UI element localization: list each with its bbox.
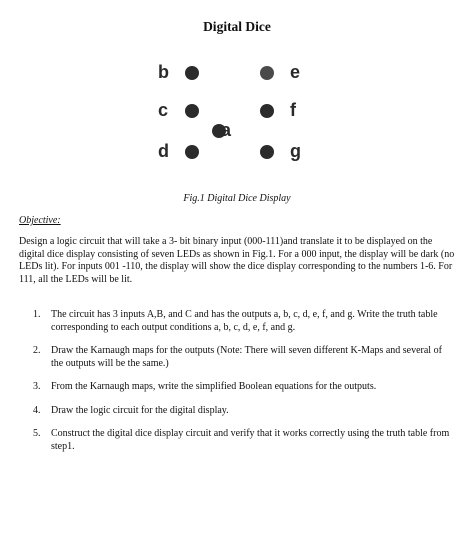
objective-paragraph: Design a logic circuit that will take a 3- bit binary input (000-111)and translate it to be displayed on the digital dice display consisting of seven LEDs as shown in Fig.1. For a 000 input, the display will be dark (no LEDs lit). For inputs 001 -110, the display will show the dice display corresponding to the numbers 1-6. For 111, all the LEDs will be lit. — [19, 236, 455, 285]
led-d — [185, 145, 199, 159]
led-label-d: d — [158, 141, 169, 161]
list-item — [0, 405, 474, 418]
objective-heading: Objective: — [19, 215, 61, 226]
figure-caption: Fig.1 Digital Dice Display — [183, 193, 291, 204]
led-label-b: b — [158, 62, 169, 82]
dice-display-figure — [150, 58, 320, 168]
list-item-text: Construct the digital dice display circuit and verify that it works correctly using the truth table from step1. — [51, 428, 450, 452]
steps-list — [0, 309, 474, 464]
list-item-number: 4. — [33, 404, 41, 416]
list-item-number: 2. — [33, 345, 41, 356]
led-e — [260, 66, 274, 80]
list-item-text: From the Karnaugh maps, write the simplified Boolean equations for the outputs. — [51, 381, 377, 392]
led-label-a: a — [221, 120, 232, 140]
led-label-c: c — [158, 100, 169, 120]
list-item-text: The circuit has 3 inputs A,B, and C and has the outputs a, b, c, d, e, f, and g. Write the truth table corresponding to each output conditions a, b, c, d, e, f, and g. — [51, 309, 438, 333]
led-g — [260, 145, 274, 159]
list-item — [0, 309, 474, 334]
list-item — [0, 381, 474, 394]
list-item-number: 1. — [33, 309, 41, 320]
led-label-g: g — [290, 141, 301, 161]
list-item-number: 5. — [33, 428, 41, 439]
list-item — [0, 428, 474, 453]
led-label-f: f — [290, 100, 296, 120]
list-item-text: Draw the logic circuit for the digital display. — [51, 404, 229, 416]
led-label-e: e — [290, 62, 301, 82]
list-item — [0, 345, 474, 370]
document-title: Digital Dice — [203, 19, 271, 34]
led-c — [185, 104, 199, 118]
list-item-number: 3. — [33, 381, 41, 392]
list-item-text: Draw the Karnaugh maps for the outputs (Note: There will seven different K-Maps and several of the outputs will be the same.) — [51, 345, 442, 369]
led-f — [260, 104, 274, 118]
led-b — [185, 66, 199, 80]
